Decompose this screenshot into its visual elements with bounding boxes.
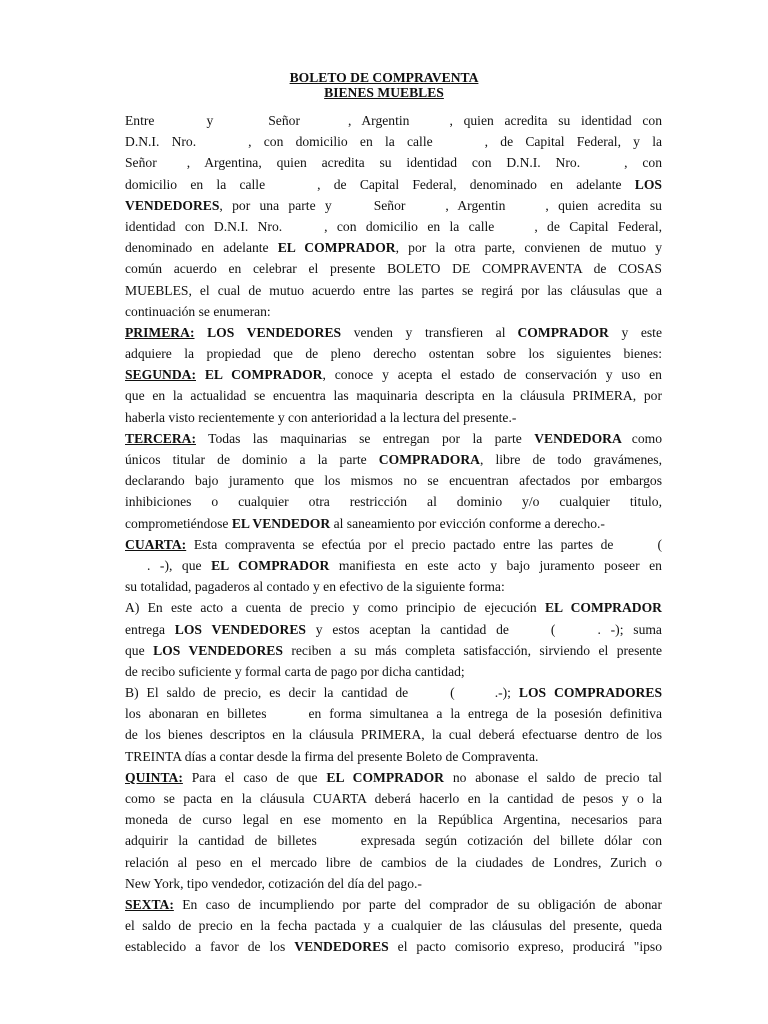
bold-text: CUARTA: [125, 536, 187, 552]
bold-text: SEXTA: [125, 896, 174, 912]
text-line [125, 661, 662, 682]
bold-text: EL COMPRADOR [277, 240, 396, 256]
text-span: , quien acredita su [545, 197, 662, 213]
text-span: , conoce y acepta el estado de conservación y uso en [322, 367, 662, 383]
text-line [125, 407, 662, 428]
text-span: Señor [268, 113, 300, 128]
text-line [125, 513, 662, 534]
text-span: haberla visto recientemente y con anterioridad a la lectura del presente.- [125, 409, 517, 425]
text-span: Todas las maquinarias se entregan por la parte [208, 430, 522, 446]
bold-text: COMPRADORA [378, 452, 480, 467]
text-line [125, 576, 662, 597]
text-line [125, 619, 662, 640]
text-span: , con [624, 155, 662, 171]
bold-text: VENDEDORES [294, 939, 389, 955]
text-span: su totalidad, pagaderos al contado y en efectivo de la siguiente forma: [125, 579, 505, 595]
bold-text: EL COMPRADOR [544, 600, 662, 616]
text-line [125, 703, 662, 724]
text-span: ( [657, 536, 663, 552]
text-span: continuación se enumeran: [125, 303, 271, 319]
text-line [125, 301, 662, 322]
text-line [125, 873, 662, 894]
bold-text: SEGUNDA: [125, 367, 196, 383]
text-span: , Argentin [445, 197, 506, 213]
clause-sexta [125, 894, 662, 915]
clause-tercera [125, 428, 662, 449]
text-span: Entre [125, 113, 155, 128]
bold-text: EL COMPRADOR [326, 769, 444, 785]
text-line [125, 724, 662, 745]
text-span: , de Capital Federal, denominado en adelante [317, 176, 622, 192]
text-span: en forma simultanea a la entrega de la posesión definitiva [308, 706, 662, 722]
bold-text: LOS COMPRADORES [518, 685, 663, 701]
text-span: MUEBLES, el cual de mutuo acuerdo entre las partes se regirá por las cláusulas que a [125, 282, 662, 298]
text-span: denominado en adelante [125, 240, 269, 256]
text-span: .-); [494, 685, 511, 701]
text-line [125, 852, 662, 873]
text-line [125, 830, 662, 851]
text-span: En caso de incumpliendo por parte del comprador de su obligación de abonar [182, 896, 662, 912]
text-line [125, 343, 662, 364]
text-line [125, 195, 662, 216]
text-line [125, 449, 662, 470]
text-span: el pacto comisorio expreso, producirá "ipso [397, 939, 662, 955]
text-span: moneda de curso legal en ese momento en la República Argentina, necesarios para [125, 812, 662, 828]
clause-quinta [125, 767, 662, 788]
text-line [125, 385, 662, 406]
text-span: al saneamiento por evicción conforme a derecho.- [333, 515, 605, 531]
text-span: Señor [125, 155, 157, 171]
bold-text: LOS VENDEDORES [153, 642, 283, 658]
clause-segunda [125, 364, 662, 385]
clause-primera [125, 322, 662, 343]
text-span: que [125, 642, 145, 658]
text-span: declarando bajo juramento que los mismos no se encuentran afectados por embargos [125, 473, 662, 489]
text-line [125, 597, 662, 618]
text-line [125, 258, 662, 279]
text-span: y este [621, 324, 662, 340]
text-span: establecido a favor de los [125, 939, 286, 955]
text-span: , por la otra parte, convienen de mutuo y [395, 240, 662, 256]
bold-text: LOS [634, 176, 662, 192]
text-span: , quien acredita su identidad con [449, 113, 663, 128]
text-span: como se pacta en la cláusula CUARTA deberá hacerlo en la cantidad de pesos y o la [125, 791, 662, 806]
text-span: Esta compraventa se efectúa por el precio pactado entre las partes de [193, 536, 614, 552]
text-line [125, 131, 662, 152]
text-span: venden y transfieren al [353, 324, 506, 340]
text-span: entrega [125, 621, 165, 637]
title-line-2: BIENES MUEBLES [324, 85, 444, 100]
text-line [125, 216, 662, 237]
text-span: adquiere la propiedad que de pleno derecho ostentan sobre los siguientes bienes: [125, 346, 662, 362]
text-line [125, 237, 662, 258]
text-span: adquirir la cantidad de billetes [125, 833, 317, 849]
text-span: ( [450, 685, 455, 701]
text-span: A) En este acto a cuenta de precio y como principio de ejecución [125, 600, 537, 616]
bold-text: VENDEDORES [125, 197, 220, 213]
text-line [125, 280, 662, 301]
text-span: Para el caso de que [191, 769, 318, 785]
text-span: expresada según cotización del billete dólar con [360, 833, 662, 849]
text-span: , con domicilio en la calle [324, 218, 495, 234]
text-line [125, 682, 662, 703]
text-line [125, 174, 662, 195]
text-span: , Argentin [347, 113, 410, 128]
text-line [125, 809, 662, 830]
text-span: y estos aceptan la cantidad de [315, 621, 509, 637]
text-span: de los bienes descriptos en la cláusula PRIMERA, la cual deberá efectuarse dentro de los [125, 727, 662, 743]
text-line [125, 788, 662, 809]
bold-text: PRIMERA: [125, 324, 195, 340]
text-span: reciben a su más completa satisfacción, sirviendo el presente [291, 642, 663, 658]
text-span: Señor [373, 197, 406, 213]
bold-text: QUINTA: [125, 769, 183, 785]
text-span: , libre de todo gravámenes, [479, 452, 662, 467]
text-line [125, 915, 662, 936]
text-span: como [631, 430, 662, 446]
text-span: de recibo suficiente y formal carta de pago por dicha cantidad; [125, 663, 465, 679]
text-span: , con domicilio en la calle [248, 134, 433, 150]
bold-text: LOS VENDEDORES [174, 621, 306, 637]
document-title [0, 70, 768, 100]
bold-text: VENDEDORA [534, 430, 622, 446]
text-span: New York, tipo vendedor, cotización del día del pago.- [125, 875, 422, 891]
text-span: los abonaran en billetes [125, 706, 267, 722]
text-span: ( [550, 621, 556, 637]
text-line [125, 640, 662, 661]
bold-text: TERCERA: [125, 430, 196, 446]
bold-text: EL COMPRADOR [211, 557, 330, 573]
text-span: que en la actualidad se encuentra las maquinaria descripta en la cláusula PRIMERA, por [125, 388, 662, 404]
text-line [125, 152, 662, 173]
bold-text: COMPRADOR [517, 324, 609, 340]
document-body [125, 110, 662, 958]
text-span: identidad con D.N.I. Nro. [125, 218, 283, 234]
text-span: únicos titular de dominio a la parte [125, 452, 367, 467]
text-span: no abonase el saldo de precio tal [452, 769, 663, 785]
text-span: inhibiciones o cualquier otra restricción al dominio y/o cualquier titulo, [125, 494, 662, 510]
title-line-1: BOLETO DE COMPRAVENTA [289, 70, 479, 85]
text-span: B) El saldo de precio, es decir la cantidad de [125, 685, 409, 701]
bold-text: EL COMPRADOR [204, 367, 323, 383]
text-span: , de Capital Federal, [534, 218, 662, 234]
bold-text: EL VENDEDOR [231, 515, 331, 531]
text-span: relación al peso en el mercado libre de cambios de la ciudades de Londres, Zurich o [125, 854, 662, 870]
text-span: TREINTA días a contar desde la firma del presente Boleto de Compraventa. [125, 748, 539, 764]
text-span: el saldo de precio en la fecha pactada y a cualquier de las cláusulas del presente, queda [125, 918, 662, 934]
text-span: . -), que [147, 557, 202, 573]
text-span: domicilio en la calle [125, 176, 266, 192]
text-span: común acuerdo en celebrar el presente BOLETO DE COMPRAVENTA de COSAS [125, 261, 662, 277]
text-span: comprometiéndose [125, 515, 229, 531]
text-span: manifiesta en este acto y bajo juramento poseer en [338, 557, 662, 573]
bold-text: LOS VENDEDORES [207, 324, 342, 340]
text-line [125, 746, 662, 767]
text-line [125, 110, 662, 131]
text-span: D.N.I. Nro. [125, 134, 197, 150]
text-line [125, 491, 662, 512]
text-span: , de Capital Federal, y la [484, 134, 663, 150]
text-span: , Argentina, quien acredita su identidad con D.N.I. Nro. [186, 155, 581, 171]
text-line [125, 555, 662, 576]
text-line [125, 470, 662, 491]
text-line [125, 936, 662, 957]
text-span: y [206, 113, 214, 128]
text-span: . -); suma [597, 621, 662, 637]
text-span: , por una parte y [219, 197, 332, 213]
clause-cuarta [125, 534, 662, 555]
